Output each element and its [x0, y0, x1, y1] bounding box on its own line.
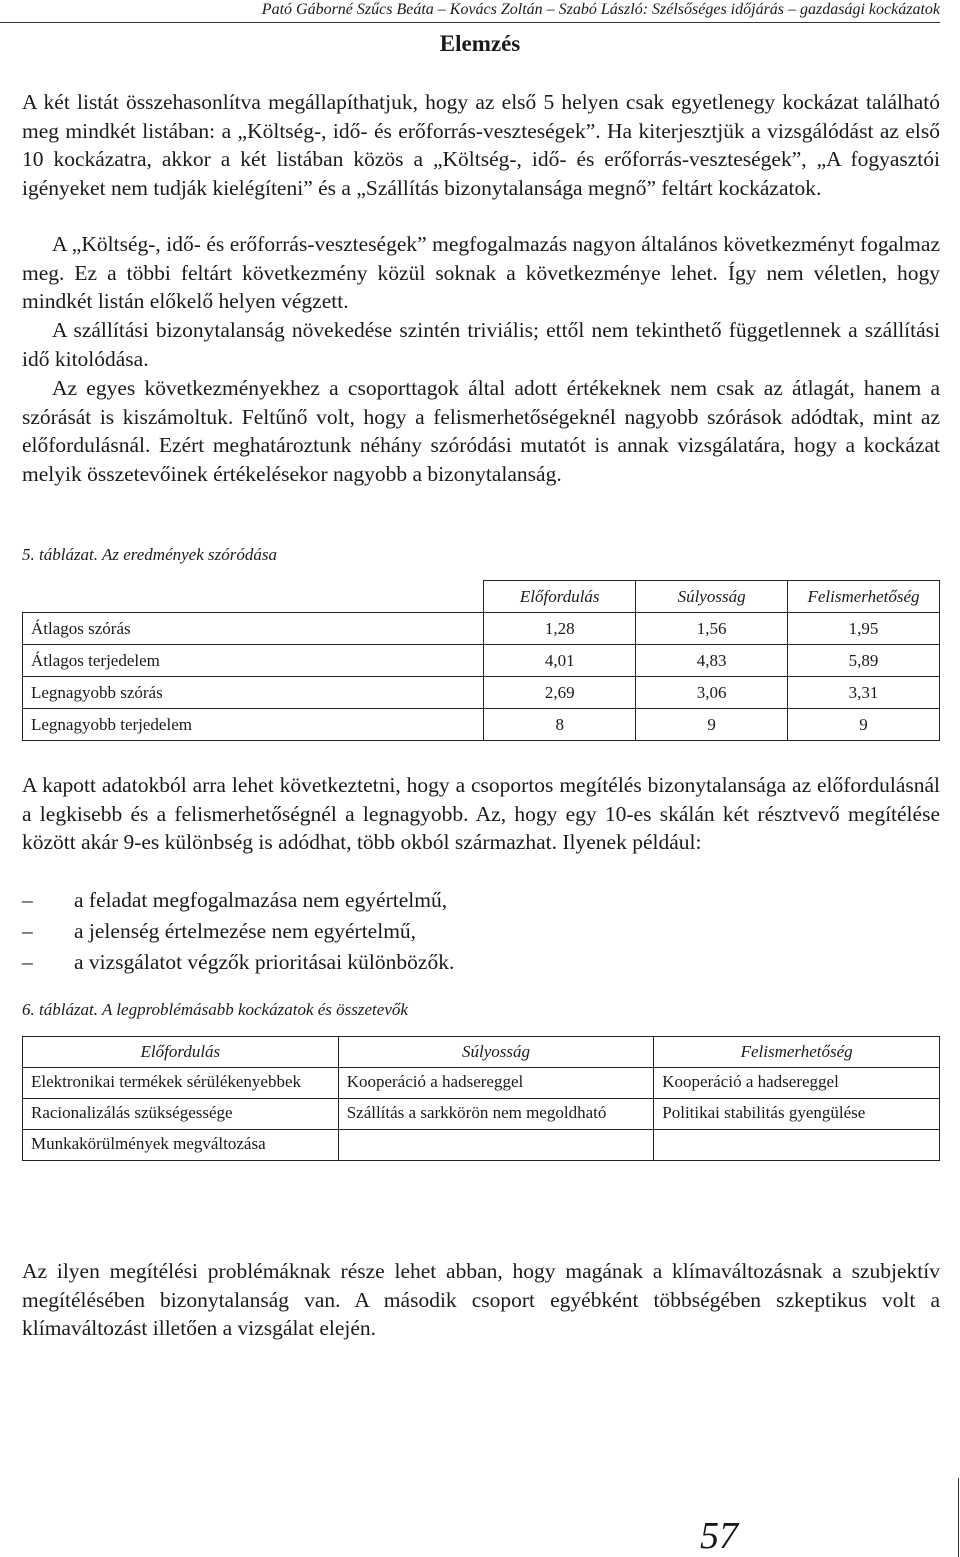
table-row: [23, 613, 940, 645]
paragraph-1: A két listát összehasonlítva megállapíthatjuk, hogy az első 5 helyen csak egyetlenegy kockázat található meg mindkét listában: a „Költség-, idő- és erőforrás-veszteségek”. Ha kiterjesztjük a vizsgálódást az első 10 kockázatra, akkor a két listában közös a „Költség-, idő- és erőforrás-veszteségek”, „A fogyasztói igényeket nem tudják kielégíteni” és a „Szállítás bizonytalansága megnő” feltárt kockázatok.: [22, 90, 940, 200]
table6-cell: Elektronikai termékek sérülékenyebbek: [23, 1068, 339, 1099]
table5-row-label: Átlagos szórás: [23, 613, 484, 645]
table5-header-cell: Súlyosság: [636, 581, 788, 613]
table5-cell: 2,69: [484, 677, 636, 709]
paragraph-4: Az egyes következményekhez a csoporttagok által adott értékeknek nem csak az átlagát, hanem a szórását is kiszámoltuk. Feltűnő volt, hogy a felismerhetőségeknél nagyobb szórások adódtak, mint az előfordulásnál. Ezért meghatároztunk néhány szóródási mutatót is annak vizsgálatára, hogy a kockázat melyik összetevőinek értékelésekor nagyobb a bizonytalanság.: [22, 376, 940, 486]
table6-cell: Kooperáció a hadsereggel: [338, 1068, 654, 1099]
table5-header-row: [23, 581, 940, 613]
table6-cell: Munkakörülmények megváltozása: [23, 1130, 339, 1161]
table6-header-row: [23, 1037, 940, 1068]
paragraph-5: A kapott adatokból arra lehet következtetni, hogy a csoportos megítélés bizonytalansága az előfordulásnál a legkisebb és a felismerhetőségnél a legnagyobb. Az, hogy egy 10-es skálán két résztvevő megítélése között akár 9-es különbség is adódhat, több okból származhat. Ilyenek például:: [22, 773, 940, 854]
table5-header-cell: Felismerhetőség: [788, 581, 940, 613]
running-head: Pató Gáborné Szűcs Beáta – Kovács Zoltán – Szabó László: Szélsőséges időjárás – gazdasági kockázatok: [0, 0, 940, 23]
table5-cell: 1,28: [484, 613, 636, 645]
table6-cell: Politikai stabilitás gyengülése: [654, 1099, 940, 1130]
table5-corner-cell: [23, 581, 484, 613]
table5-row-label: Legnagyobb szórás: [23, 677, 484, 709]
table5-cell: 8: [484, 709, 636, 741]
list-item: – a vizsgálatot végzők prioritásai különbözők.: [22, 947, 940, 978]
list-item: – a jelenség értelmezése nem egyértelmű,: [22, 916, 940, 947]
table5-cell: 1,95: [788, 613, 940, 645]
table-row: [23, 709, 940, 741]
table5-caption: 5. táblázat. Az eredmények szóródása: [22, 545, 277, 564]
table6-header-cell: Előfordulás: [23, 1037, 339, 1068]
table-row: [23, 1068, 940, 1099]
table-5: [22, 580, 940, 741]
table-row: [23, 1099, 940, 1130]
paragraph-3: A szállítási bizonytalanság növekedése szintén triviális; ettől nem tekinthető függetlennek a szállítási idő kitolódása.: [22, 318, 940, 371]
reasons-list: [22, 885, 940, 978]
table6-header-cell: Felismerhetőség: [654, 1037, 940, 1068]
list-item: – a feladat megfogalmazása nem egyértelmű,: [22, 885, 940, 916]
table6-cell: Racionalizálás szükségessége: [23, 1099, 339, 1130]
table6-cell: [338, 1130, 654, 1161]
table-row: [23, 677, 940, 709]
table5-cell: 1,56: [636, 613, 788, 645]
table6-cell: Kooperáció a hadsereggel: [654, 1068, 940, 1099]
table5-cell: 9: [788, 709, 940, 741]
paragraph-6: Az ilyen megítélési problémáknak része lehet abban, hogy magának a klímaváltozásnak a szubjektív megítélésében bizonytalanság van. A második csoport egyébként többségében szkeptikus volt a klímaváltozást illetően a vizsgálat elején.: [22, 1259, 940, 1340]
table6-caption: 6. táblázat. A legproblémásabb kockázatok és összetevők: [22, 1000, 408, 1019]
table6-header-cell: Súlyosság: [338, 1037, 654, 1068]
margin-rule: [958, 1478, 959, 1557]
table6-cell: [654, 1130, 940, 1161]
table5-cell: 4,83: [636, 645, 788, 677]
table5-cell: 4,01: [484, 645, 636, 677]
paragraph-2: A „Költség-, idő- és erőforrás-veszteségek” megfogalmazás nagyon általános következményt fogalmaz meg. Ez a többi feltárt következmény közül soknak a következménye lehet. Így nem véletlen, hogy mindkét listán előkelő helyen végzett.: [22, 232, 940, 313]
table5-row-label: Legnagyobb terjedelem: [23, 709, 484, 741]
table6-cell: Szállítás a sarkkörön nem megoldható: [338, 1099, 654, 1130]
table5-cell: 5,89: [788, 645, 940, 677]
page-number: 57: [700, 1515, 738, 1557]
table-6: [22, 1036, 940, 1161]
table5-cell: 3,31: [788, 677, 940, 709]
table-row: [23, 1130, 940, 1161]
table5-row-label: Átlagos terjedelem: [23, 645, 484, 677]
table-row: [23, 645, 940, 677]
section-title: Elemzés: [439, 31, 521, 56]
table5-cell: 3,06: [636, 677, 788, 709]
table5-header-cell: Előfordulás: [484, 581, 636, 613]
table5-cell: 9: [636, 709, 788, 741]
